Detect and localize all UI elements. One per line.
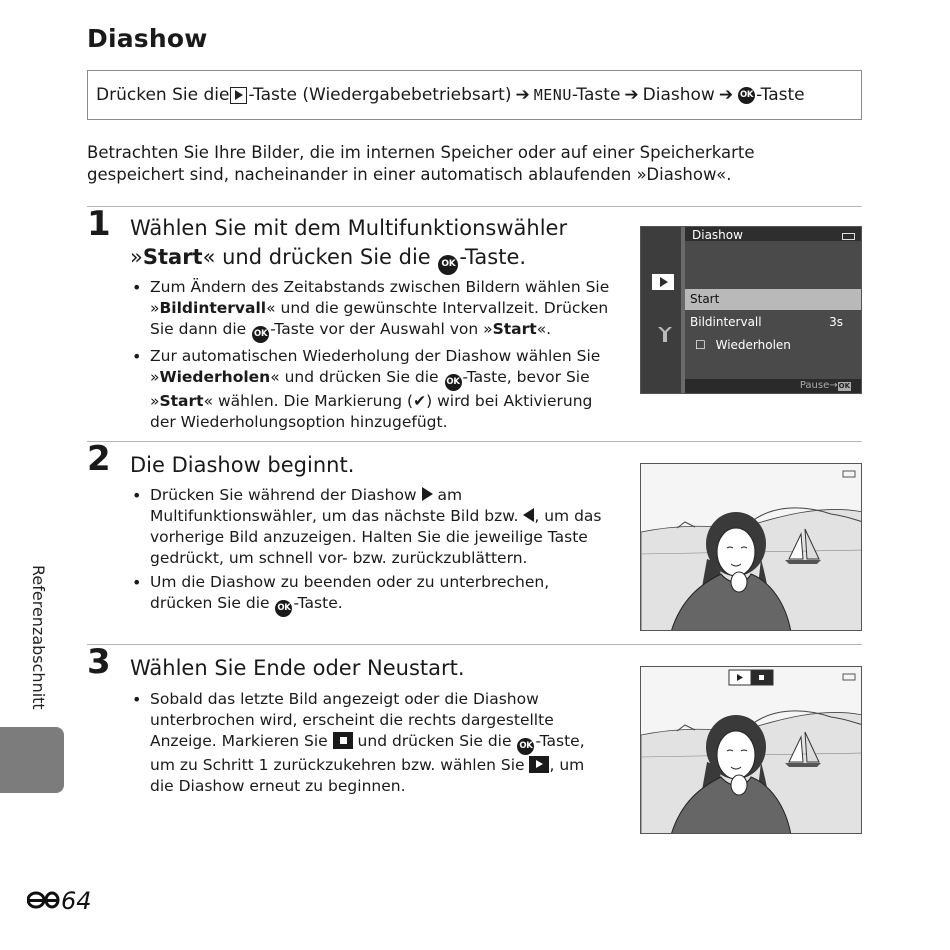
arrow-right-icon: ➔: [718, 85, 734, 105]
portrait-photo-illustration: [641, 667, 862, 834]
list-item: • Um die Diashow zu beenden oder zu unterbrechen, drücken Sie die OK -Taste.: [130, 572, 610, 617]
ok-button-icon: OK: [445, 374, 462, 391]
page-number: [27, 887, 92, 915]
section-label: Referenzabschnitt: [29, 565, 48, 710]
step-bullets: [130, 277, 610, 436]
step-heading: Wählen Sie Ende oder Neustart.: [130, 656, 465, 680]
divider: [87, 206, 862, 207]
navigation-path-box: [87, 70, 862, 120]
step-number: 2: [87, 439, 111, 479]
portrait-photo-illustration: [641, 464, 862, 631]
step-number: 1: [87, 204, 111, 244]
list-item: • Sobald das letzte Bild angezeigt oder die Diashow unterbrochen wird, erscheint die rechts dargestellte Anzeige. Markieren Sie und drücken Sie die OK -Taste, um zu Schritt 1 zurückzukehren bzw. wählen Sie , um die Diashow erneut zu beginnen.: [130, 689, 610, 797]
playback-key-icon: [230, 87, 247, 104]
arrow-right-icon: ➔: [624, 85, 639, 105]
stop-icon: [759, 675, 764, 680]
page-number-text: 64: [61, 887, 92, 915]
step-heading: Die Diashow beginnt.: [130, 453, 355, 477]
divider: [87, 644, 862, 645]
camera-sidebar: [641, 227, 681, 393]
left-arrow-icon: [523, 508, 534, 522]
camera-menu-screen: [640, 226, 862, 394]
slideshow-paused-photo: [640, 666, 862, 834]
ok-button-icon: OK: [252, 326, 269, 343]
stop-icon: [333, 732, 353, 749]
ok-button-icon: OK: [438, 255, 458, 275]
page-title: Diashow: [87, 24, 208, 53]
nav-text-1: Drücken Sie die: [96, 85, 230, 105]
camera-menu-title: Diashow: [692, 228, 743, 242]
ok-button-icon: OK: [275, 600, 292, 617]
camera-menu-item-interval[interactable]: [685, 312, 861, 333]
camera-menu-item-repeat[interactable]: [685, 335, 861, 356]
menu-key-icon: MENU: [533, 86, 572, 104]
list-item: • Zum Ändern des Zeitabstands zwischen Bildern wählen Sie »Bildintervall« und die gewünschte Intervallzeit. Drücken Sie dann die OK -Taste vor der Auswahl von »Start«.: [130, 277, 610, 343]
camera-menu-label: Wiederholen: [715, 338, 791, 352]
right-arrow-icon: [422, 487, 433, 501]
camera-menu-item-start[interactable]: Start: [685, 289, 861, 310]
step-number: 3: [87, 642, 111, 682]
step-bullets: [130, 485, 610, 620]
play-stop-selector[interactable]: [729, 670, 773, 685]
arrow-right-icon: ➔: [515, 85, 530, 105]
heading-text: -Taste.: [459, 245, 527, 269]
reference-section-icon: [27, 889, 61, 911]
camera-menu-pane: [685, 241, 861, 381]
heading-text: Wählen Sie mit dem Multifunktionswähler »: [130, 216, 568, 269]
camera-menu-label: Bildintervall: [690, 315, 762, 329]
play-icon: [529, 756, 549, 773]
step-bullets: [130, 689, 610, 800]
intro-paragraph: Betrachten Sie Ihre Bilder, die im internen Speicher oder auf einer Speicherkarte gespeichert sind, nacheinander in einer automatisch ablaufenden »Diashow«.: [87, 143, 755, 184]
slideshow-photo: [640, 463, 862, 631]
ok-button-icon: OK: [517, 738, 534, 755]
camera-menu-footer: Pause→OK: [685, 379, 861, 393]
list-item: • Drücken Sie während der Diashow am Multifunktionswähler, um das nächste Bild bzw. , um das vorherige Bild anzuzeigen. Halten Sie die jeweilige Taste gedrückt, um schnell vor- bzw. zurückzublättern.: [130, 485, 610, 569]
camera-sidebar-icons: [641, 227, 681, 394]
interval-value: 3s: [829, 315, 843, 329]
nav-text-2: -Taste (Wiedergabebetriebsart): [248, 85, 512, 105]
checkmark-icon: ✔: [413, 392, 427, 410]
heading-text: « und drücken Sie die: [202, 245, 438, 269]
list-item: • Zur automatischen Wiederholung der Diashow wählen Sie »Wiederholen« und drücken Sie die OK -Taste, bevor Sie »Start« wählen. Die Markierung (✔) wird bei Aktivierung der Wiederholungsoption hinzugefügt.: [130, 346, 610, 433]
heading-bold: Start: [142, 245, 203, 269]
battery-icon: [842, 233, 855, 240]
nav-text-3: -Taste: [571, 85, 621, 105]
wrench-icon: [658, 327, 672, 342]
step-heading: [130, 214, 600, 275]
nav-text-4: Diashow: [642, 85, 715, 105]
divider: [87, 441, 862, 442]
checkbox-icon: ☐: [695, 338, 706, 352]
ok-button-icon: OK: [738, 87, 755, 104]
nav-text-5: -Taste: [756, 85, 805, 105]
ok-button-icon: OK: [838, 382, 850, 390]
section-tab: [0, 727, 64, 793]
